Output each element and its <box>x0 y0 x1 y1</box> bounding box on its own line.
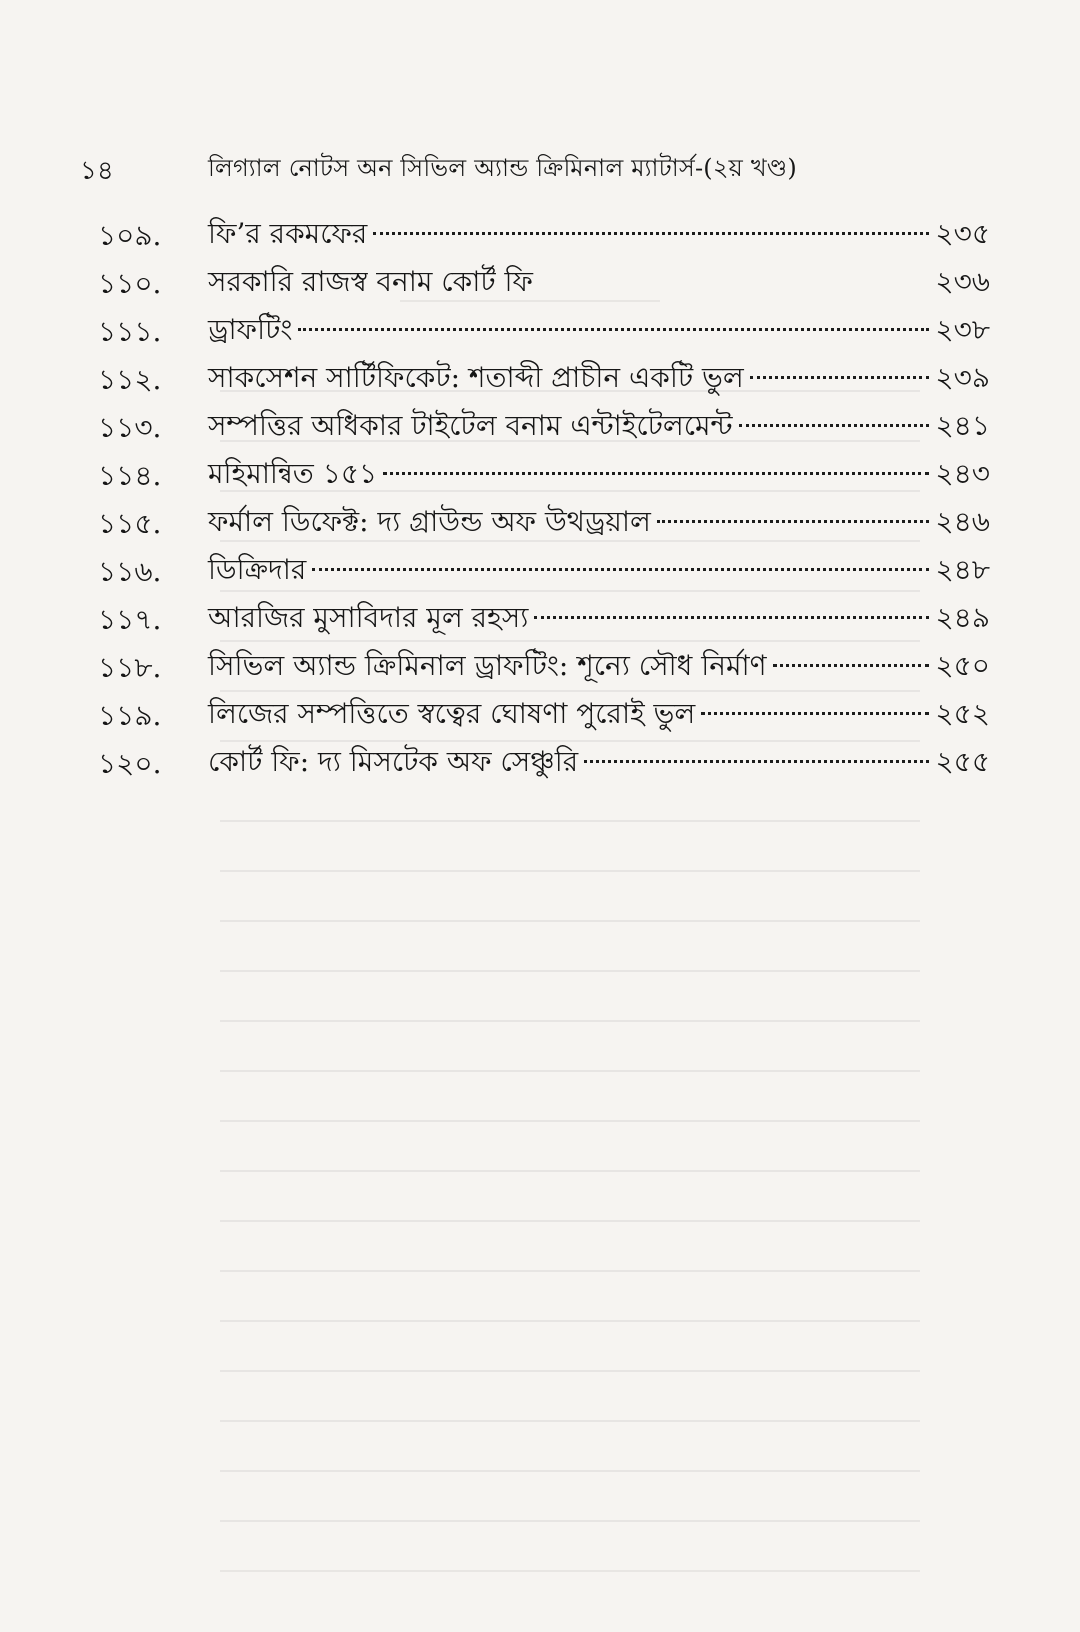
toc-entry-title: ফি’র রকমফের <box>208 217 368 250</box>
toc-entry-page: ২৩৮ <box>935 313 990 346</box>
toc-entry-number: ১২০. <box>98 747 162 780</box>
toc-entry-number: ১১৪. <box>98 459 162 492</box>
toc-entry-title: ড্রাফটিং <box>208 313 293 346</box>
toc-entry-page: ২৩৬ <box>935 265 990 298</box>
toc-entry-page: ২৪৩ <box>935 457 990 490</box>
dot-leader <box>298 328 929 331</box>
toc-entry-page: ২৪৮ <box>935 553 990 586</box>
dot-leader <box>373 232 929 235</box>
toc-entry <box>0 498 1080 546</box>
toc-entry-title: ডিক্রিদার <box>208 553 307 586</box>
toc-entry-number: ১১১. <box>98 315 162 348</box>
dot-leader <box>739 424 930 427</box>
dot-leader <box>657 520 929 523</box>
toc-entry <box>0 594 1080 642</box>
toc-entry-number: ১১৬. <box>98 555 162 588</box>
toc-entry <box>0 210 1080 258</box>
toc-entry-number: ১০৯. <box>98 219 162 252</box>
toc-entry-page: ২৪৬ <box>935 505 990 538</box>
dot-leader <box>312 568 929 571</box>
toc-entry <box>0 642 1080 690</box>
page-number: ১৪ <box>80 156 114 186</box>
toc-entry-title: লিজের সম্পত্তিতে স্বত্বের ঘোষণা পুরোই ভুল <box>208 697 696 730</box>
toc-entry-page: ২৫৫ <box>935 745 990 778</box>
toc-entry-number: ১১৩. <box>98 411 162 444</box>
page-header <box>70 150 1010 190</box>
toc-entry-number: ১১৮. <box>98 651 162 684</box>
toc-entry <box>0 450 1080 498</box>
toc-entry-page: ২৩৯ <box>935 361 990 394</box>
toc-entry-page: ২৫২ <box>935 697 990 730</box>
toc-entry-title: সাকসেশন সার্টিফিকেট: শতাব্দী প্রাচীন একটি ভুল <box>208 361 744 394</box>
toc-entry-title: আরজির মুসাবিদার মূল রহস্য <box>208 601 529 634</box>
toc-entry-page: ২৫০ <box>935 649 990 682</box>
toc-entry-number: ১১২. <box>98 363 162 396</box>
dot-leader <box>584 760 929 763</box>
toc-entry-title: সিভিল অ্যান্ড ক্রিমিনাল ড্রাফটিং: শূন্যে সৌধ নির্মাণ <box>208 649 767 682</box>
dot-leader <box>773 664 930 667</box>
toc-entry-title: সরকারি রাজস্ব বনাম কোর্ট ফি <box>208 265 533 298</box>
toc-entry-title: মহিমান্বিত ১৫১ <box>208 457 378 490</box>
toc-entry <box>0 258 1080 306</box>
toc-entry-title: কোর্ট ফি: দ্য মিসটেক অফ সেঞ্চুরি <box>208 745 579 778</box>
toc-entry-title: সম্পত্তির অধিকার টাইটেল বনাম এন্টাইটেলমেন্ট <box>208 409 733 442</box>
toc-entry-page: ২৪১ <box>935 409 990 442</box>
dot-leader <box>539 280 929 283</box>
toc-entry <box>0 306 1080 354</box>
dot-leader <box>383 472 929 475</box>
toc-entry-page: ২৩৫ <box>935 217 990 250</box>
toc-entry <box>0 354 1080 402</box>
toc-entry <box>0 690 1080 738</box>
toc-entry-number: ১১৯. <box>98 699 162 732</box>
toc-entry <box>0 738 1080 786</box>
toc-entry <box>0 546 1080 594</box>
toc-entry-number: ১১৫. <box>98 507 162 540</box>
dot-leader <box>534 616 929 619</box>
dot-leader <box>701 712 929 715</box>
toc-entry-number: ১১৭. <box>98 603 162 636</box>
toc-entry-page: ২৪৯ <box>935 601 990 634</box>
toc-entry-number: ১১০. <box>98 267 162 300</box>
running-title: লিগ্যাল নোটস অন সিভিল অ্যান্ড ক্রিমিনাল ম্যাটার্স-(২য় খণ্ড) <box>208 154 797 182</box>
dot-leader <box>750 376 930 379</box>
toc-entry <box>0 402 1080 450</box>
toc-entry-title: ফর্মাল ডিফেক্ট: দ্য গ্রাউন্ড অফ উথড্রয়াল <box>208 505 651 538</box>
